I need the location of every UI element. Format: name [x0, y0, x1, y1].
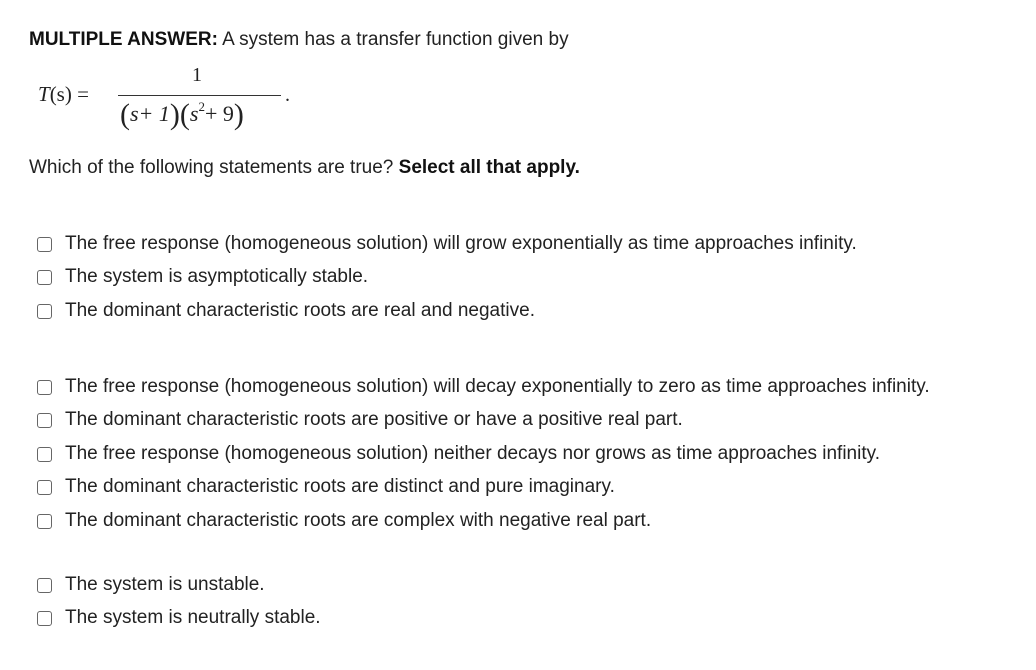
fraction-bar	[118, 95, 281, 96]
checkbox[interactable]	[37, 380, 52, 395]
checkbox[interactable]	[37, 413, 52, 428]
option-1[interactable]	[37, 232, 857, 256]
option-label: The system is unstable.	[65, 574, 265, 595]
option-6[interactable]	[37, 442, 880, 466]
option-9[interactable]	[37, 573, 265, 597]
option-8[interactable]	[37, 509, 651, 533]
option-label: The dominant characteristic roots are complex with negative real part.	[65, 510, 652, 531]
option-5[interactable]	[37, 408, 683, 432]
option-3[interactable]	[37, 299, 535, 323]
prompt-body: Which of the following statements are true?	[29, 157, 399, 178]
equation-numerator: 1	[192, 64, 202, 86]
prompt-text	[29, 156, 580, 180]
den-term1: s+ 1	[130, 101, 170, 126]
checkbox[interactable]	[37, 270, 52, 285]
equation-equals: =	[77, 82, 89, 106]
option-label: The dominant characteristic roots are distinct and pure imaginary.	[65, 476, 615, 497]
den-term2-rest: + 9	[204, 101, 234, 126]
equation-denominator: $(s+ 1)(s^2+ 9)$	[120, 98, 244, 131]
checkbox[interactable]	[37, 304, 52, 319]
option-label: The dominant characteristic roots are positive or have a positive real part.	[65, 409, 683, 430]
option-label: The free response (homogeneous solution) will decay exponentially to zero as time approaches infinity.	[65, 376, 930, 397]
option-label: The dominant characteristic roots are real and negative.	[65, 300, 535, 321]
option-10[interactable]	[37, 606, 321, 630]
option-7[interactable]	[37, 475, 615, 499]
equation-lhs-arg: (s)	[49, 82, 72, 106]
checkbox[interactable]	[37, 447, 52, 462]
checkbox[interactable]	[37, 480, 52, 495]
option-label: The free response (homogeneous solution) neither decays nor grows as time approaches infinity.	[65, 443, 880, 464]
den-term2-base: s	[189, 101, 199, 126]
question-type-label: MULTIPLE ANSWER:	[29, 29, 218, 50]
equation-lhs	[38, 82, 89, 107]
equation-lhs-var: T	[38, 82, 50, 106]
option-2[interactable]	[37, 265, 368, 289]
option-4[interactable]	[37, 375, 930, 399]
checkbox[interactable]	[37, 237, 52, 252]
option-label: The free response (homogeneous solution) will grow exponentially as time approaches infinity.	[65, 233, 857, 254]
checkbox[interactable]	[37, 514, 52, 529]
den-term2-exp: 2	[198, 99, 205, 114]
option-label: The system is asymptotically stable.	[65, 266, 369, 287]
question-text	[29, 28, 569, 52]
option-label: The system is neutrally stable.	[65, 607, 321, 628]
checkbox[interactable]	[37, 578, 52, 593]
question-body: A system has a transfer function given by	[217, 29, 569, 50]
checkbox[interactable]	[37, 611, 52, 626]
prompt-emphasis: Select all that apply.	[398, 157, 580, 178]
equation-period: .	[285, 84, 290, 106]
transfer-function-equation	[38, 62, 338, 137]
